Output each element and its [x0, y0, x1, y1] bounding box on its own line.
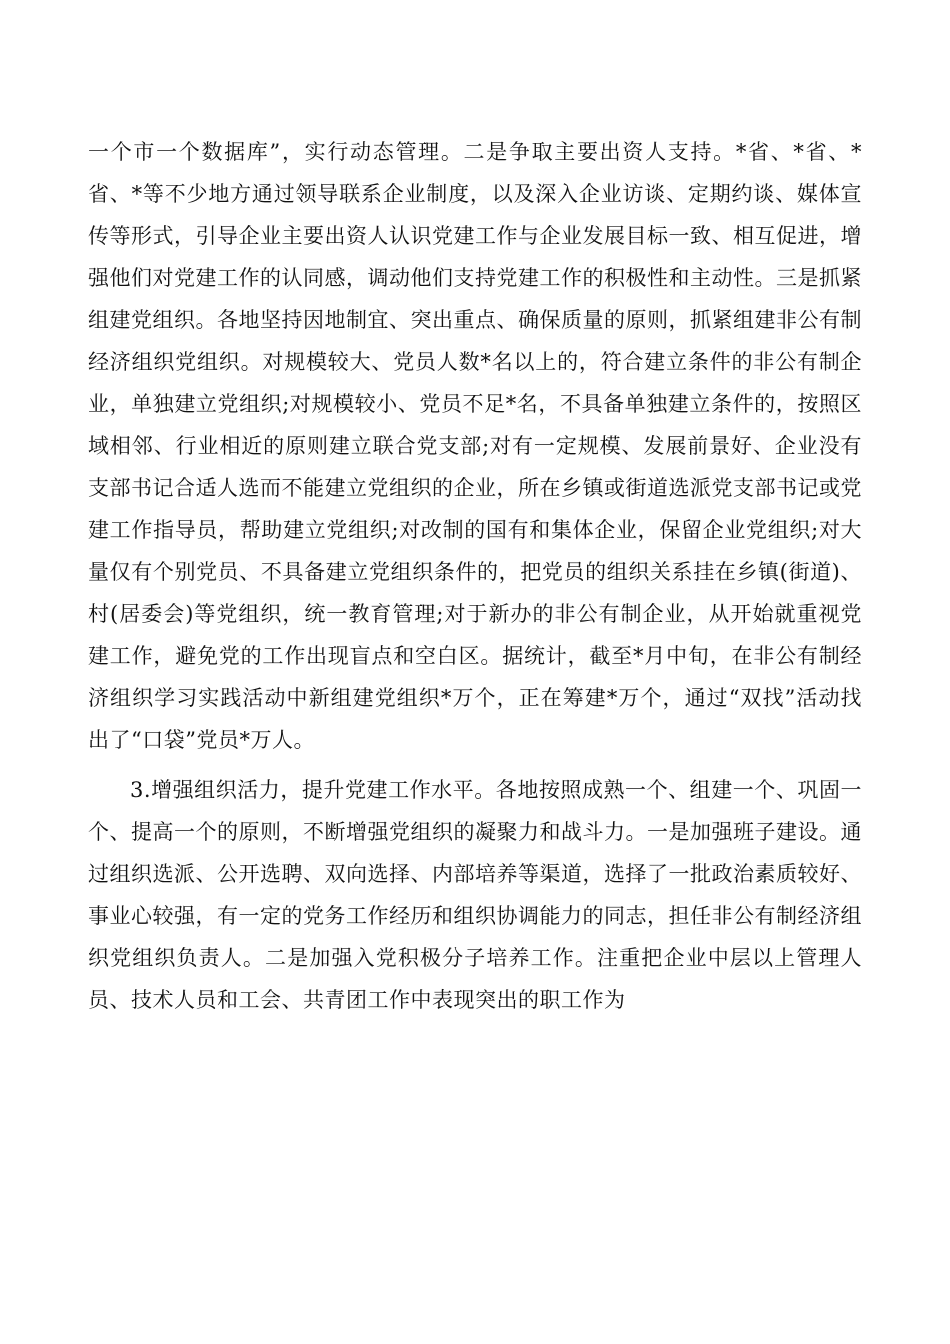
- body-paragraph: 一个市一个数据库”，实行动态管理。二是争取主要出资人支持。*省、*省、*省、*等不少地方通过领导联系企业制度，以及深入企业访谈、定期约谈、媒体宣传等形式，引导企业主要出资人认识党建工作与企业发展目标一致、相互促进，增强他们对党建工作的认同感，调动他们支持党建工作的积极性和主动性。三是抓紧组建党组织。各地坚持因地制宜、突出重点、确保质量的原则，抓紧组建非公有制经济组织党组织。对规模较大、党员人数*名以上的，符合建立条件的非公有制企业，单独建立党组织;对规模较小、党员不足*名，不具备单独建立条件的，按照区域相邻、行业相近的原则建立联合党支部;对有一定规模、发展前景好、企业没有支部书记合适人选而不能建立党组织的企业，所在乡镇或街道选派党支部书记或党建工作指导员，帮助建立党组织;对改制的国有和集体企业，保留企业党组织;对大量仅有个别党员、不具备建立党组织条件的，把党员的组织关系挂在乡镇(街道)、村(居委会)等党组织，统一教育管理;对于新办的非公有制企业，从开始就重视党建工作，避免党的工作出现盲点和空白区。据统计，截至*月中旬，在非公有制经济组织学习实践活动中新组建党组织*万个，正在筹建*万个，通过“双找”活动找出了“口袋”党员*万人。: [88, 140, 862, 752]
- document-body: [88, 131, 862, 1021]
- body-paragraph-section-3: 3.增强组织活力，提升党建工作水平。各地按照成熟一个、组建一个、巩固一个、提高一个的原则，不断增强党组织的凝聚力和战斗力。一是加强班子建设。通过组织选派、公开选聘、双向选择、内部培养等渠道，选择了一批政治素质较好、事业心较强，有一定的党务工作经历和组织协调能力的同志，担任非公有制经济组织党组织负责人。二是加强入党积极分子培养工作。注重把企业中层以上管理人员、技术人员和工会、共青团工作中表现突出的职工作为: [88, 778, 862, 1012]
